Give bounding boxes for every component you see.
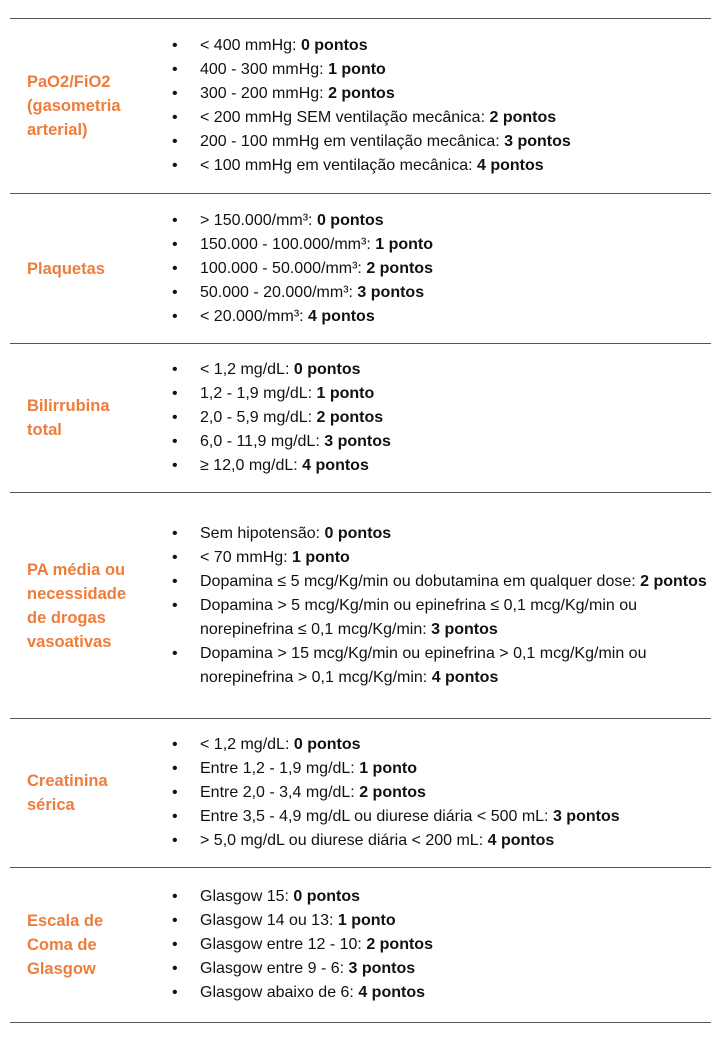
- criteria-list: [140, 522, 711, 690]
- criterion-points: 2 pontos: [328, 85, 395, 102]
- criterion-points: 0 pontos: [293, 888, 361, 905]
- list-item: [140, 305, 711, 329]
- criterion-text: < 1,2 mg/dL:: [200, 361, 294, 378]
- criterion-text: > 5,0 mg/dL ou diurese diária < 200 mL:: [200, 832, 488, 849]
- list-item: [140, 209, 711, 233]
- criterion-text: Dopamina ≤ 5 mcg/Kg/min ou dobutamina em qualquer dose:: [200, 572, 641, 590]
- criterion-text: 100.000 - 50.000/mm³:: [200, 259, 367, 277]
- criterion-points: 3 pontos: [357, 283, 425, 301]
- criterion-text: Glasgow 15:: [200, 888, 294, 905]
- list-item: [140, 829, 711, 853]
- criterion-text: 400 - 300 mmHg:: [200, 61, 329, 78]
- list-item: [140, 781, 711, 805]
- criterion-points: 3 pontos: [552, 808, 620, 825]
- criterion-points: 2 pontos: [366, 936, 433, 953]
- row-label: PaO2/FiO2 (gasometria arterial): [27, 73, 121, 139]
- criterion-points: 0 pontos: [324, 524, 392, 542]
- criterion-text: 50.000 - 20.000/mm³:: [200, 283, 358, 301]
- list-item: [140, 594, 711, 642]
- criterion-text: < 200 mmHg SEM ventilação mecânica:: [200, 109, 490, 126]
- criteria-list: [140, 733, 711, 853]
- criterion-text: 300 - 200 mmHg:: [200, 85, 329, 102]
- row-label: Creatinina sérica: [27, 772, 108, 814]
- criterion-text: Entre 1,2 - 1,9 mg/dL:: [200, 760, 360, 777]
- criterion-points: 3 pontos: [431, 620, 498, 638]
- criterion-points: 2 pontos: [359, 784, 426, 801]
- criterion-text: Entre 3,5 - 4,9 mg/dL ou diurese diária < 500 mL:: [200, 808, 553, 825]
- criterion-points: 3 pontos: [348, 960, 416, 977]
- criterion-points: 0 pontos: [293, 361, 361, 378]
- list-item: [140, 909, 711, 933]
- criterion-points: 4 pontos: [487, 832, 555, 849]
- criterion-text: 2,0 - 5,9 mg/dL:: [200, 409, 317, 426]
- criterion-points: 2 pontos: [489, 109, 557, 126]
- criterion-text: Sem hipotensão:: [200, 524, 325, 542]
- criterion-points: 3 pontos: [504, 133, 571, 150]
- criterion-text: Dopamina > 15 mcg/Kg/min ou epinefrina > 0,1 mcg/Kg/min ou norepinefrina > 0,1 mcg/Kg/min:: [200, 644, 647, 686]
- criterion-text: 1,2 - 1,9 mg/dL:: [200, 385, 317, 402]
- criteria-list: [140, 34, 711, 178]
- criterion-text: Entre 2,0 - 3,4 mg/dL:: [200, 784, 360, 801]
- criterion-text: 150.000 - 100.000/mm³:: [200, 235, 376, 253]
- table-row-creatinina: [10, 719, 711, 868]
- criterion-text: Glasgow entre 12 - 10:: [200, 936, 367, 953]
- list-item: [140, 885, 711, 909]
- list-item: [140, 358, 711, 382]
- criterion-text: < 100 mmHg em ventilação mecânica:: [200, 157, 478, 174]
- criterion-points: 1 ponto: [292, 548, 350, 566]
- list-item: [140, 546, 711, 570]
- criterion-text: Glasgow 14 ou 13:: [200, 912, 338, 929]
- list-item: [140, 757, 711, 781]
- criterion-points: 4 pontos: [477, 157, 544, 174]
- list-item: [140, 58, 711, 82]
- criterion-points: 1 ponto: [337, 912, 396, 929]
- list-item: [140, 82, 711, 106]
- criterion-text: ≥ 12,0 mg/dL:: [200, 457, 303, 474]
- table-row-glasgow: [10, 868, 711, 1023]
- list-item: [140, 154, 711, 178]
- criterion-text: 6,0 - 11,9 mg/dL:: [200, 433, 325, 450]
- criterion-points: 4 pontos: [308, 307, 375, 325]
- criterion-points: 1 ponto: [328, 61, 386, 78]
- criterion-text: > 150.000/mm³:: [200, 211, 317, 229]
- criterion-text: 200 - 100 mmHg em ventilação mecânica:: [200, 133, 505, 150]
- sofa-score-table: [10, 18, 711, 1023]
- list-item: [140, 454, 711, 478]
- criterion-points: 4 pontos: [302, 457, 369, 474]
- list-item: [140, 233, 711, 257]
- list-item: [140, 281, 711, 305]
- criterion-points: 2 pontos: [316, 409, 384, 426]
- criterion-points: 4 pontos: [358, 984, 425, 1001]
- row-label: Bilirrubina total: [27, 397, 110, 439]
- list-item: [140, 257, 711, 281]
- row-label: PA média ou necessidade de drogas vasoativas: [27, 560, 127, 651]
- criterion-text: Glasgow abaixo de 6:: [200, 984, 359, 1001]
- criterion-text: < 400 mmHg:: [200, 37, 301, 54]
- table-row-pao2-fio2: [10, 19, 711, 194]
- list-item: [140, 430, 711, 454]
- criterion-points: 1 ponto: [316, 385, 375, 402]
- list-item: [140, 957, 711, 981]
- criterion-text: Dopamina > 5 mcg/Kg/min ou epinefrina ≤ 0,1 mcg/Kg/min ou norepinefrina ≤ 0,1 mcg/Kg/min:: [200, 596, 638, 638]
- list-item: [140, 933, 711, 957]
- criterion-points: 0 pontos: [293, 736, 361, 753]
- list-item: [140, 733, 711, 757]
- table-row-bilirrubina: [10, 344, 711, 493]
- criteria-list: [140, 209, 711, 329]
- list-item: [140, 406, 711, 430]
- list-item: [140, 570, 711, 594]
- list-item: [140, 382, 711, 406]
- list-item: [140, 130, 711, 154]
- list-item: [140, 981, 711, 1005]
- criterion-points: 0 pontos: [300, 37, 368, 54]
- criterion-text: < 1,2 mg/dL:: [200, 736, 294, 753]
- row-label: Escala de Coma de Glasgow: [27, 912, 104, 978]
- criterion-text: Glasgow entre 9 - 6:: [200, 960, 349, 977]
- criterion-points: 4 pontos: [431, 668, 499, 686]
- list-item: [140, 805, 711, 829]
- criterion-text: < 70 mmHg:: [200, 548, 293, 566]
- criteria-list: [140, 885, 711, 1005]
- table-row-plaquetas: [10, 194, 711, 344]
- criterion-points: 2 pontos: [366, 259, 433, 277]
- criterion-text: < 20.000/mm³:: [200, 307, 309, 325]
- row-label: Plaquetas: [27, 259, 105, 278]
- criterion-points: 2 pontos: [640, 572, 707, 590]
- criteria-list: [140, 358, 711, 478]
- list-item: [140, 642, 711, 690]
- list-item: [140, 34, 711, 58]
- list-item: [140, 106, 711, 130]
- criterion-points: 3 pontos: [324, 433, 391, 450]
- criterion-points: 1 ponto: [359, 760, 417, 777]
- criterion-points: 0 pontos: [316, 211, 384, 229]
- criterion-points: 1 ponto: [375, 235, 433, 253]
- list-item: [140, 522, 711, 546]
- table-row-pa-media: [10, 493, 711, 719]
